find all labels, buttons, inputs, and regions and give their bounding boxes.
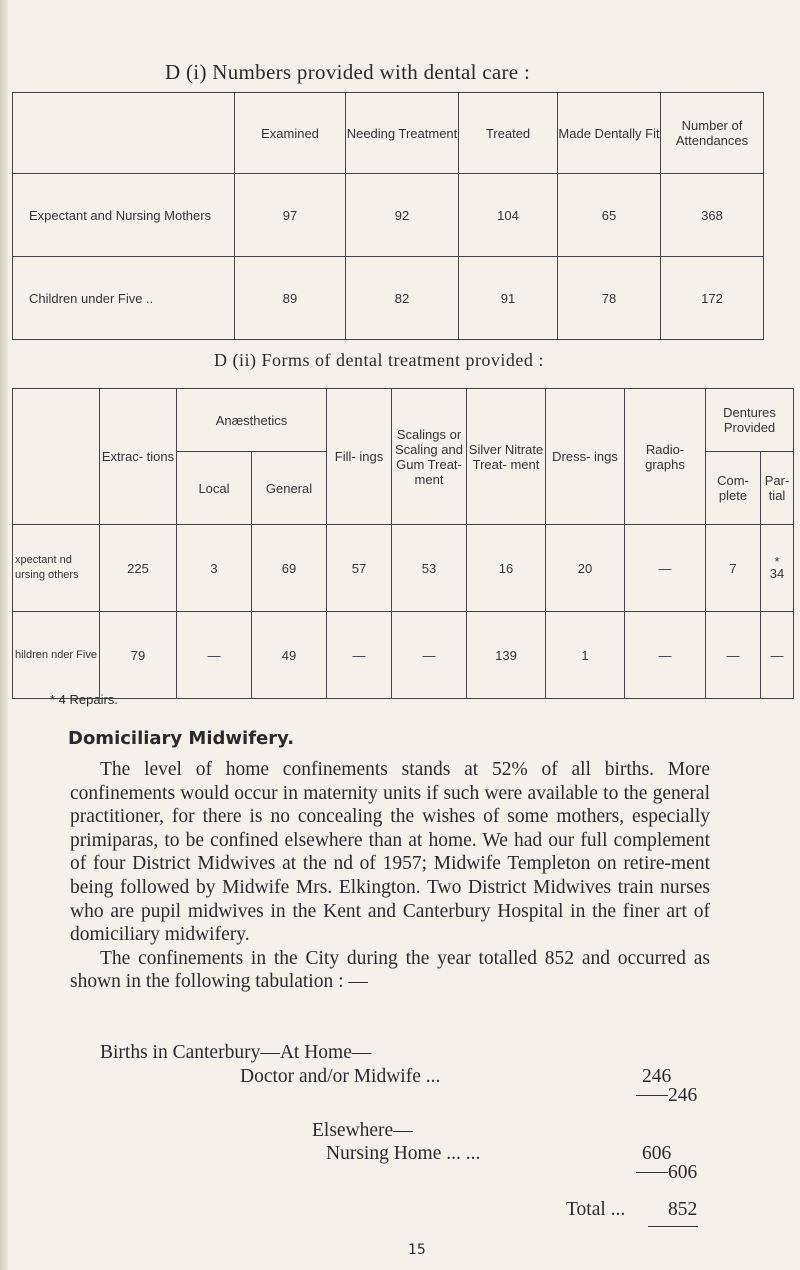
table-header-cell: Made Dentally Fit bbox=[558, 93, 661, 174]
table-cell: 97 bbox=[235, 174, 346, 257]
table-cell: 78 bbox=[558, 257, 661, 340]
dental-treatment-forms-table bbox=[12, 388, 794, 699]
table-row bbox=[13, 257, 764, 340]
table-cell: 92 bbox=[346, 174, 459, 257]
section-heading: Domiciliary Midwifery. bbox=[68, 728, 295, 749]
table-cell: — bbox=[625, 525, 706, 612]
doctor-total: 246 bbox=[668, 1085, 698, 1106]
table-header-row bbox=[13, 93, 764, 174]
table-header-cell bbox=[13, 93, 235, 174]
paragraph: The confinements in the City during the year totalled 852 and occurred as shown in the following tabulation : — bbox=[70, 947, 710, 993]
table-cell: 7 bbox=[706, 525, 761, 612]
table-cell: 79 bbox=[100, 612, 177, 699]
table-header-cell: Scalings or Scaling and Gum Treat- ment bbox=[392, 389, 467, 525]
table-header-cell: Anæsthetics bbox=[177, 389, 327, 452]
table-header-cell bbox=[13, 389, 100, 525]
table-footnote: * 4 Repairs. bbox=[50, 692, 118, 707]
table-header-cell: Number of Attendances bbox=[661, 93, 764, 174]
table-cell: 69 bbox=[252, 525, 327, 612]
table2-title: D (ii) Forms of dental treatment provided : bbox=[214, 350, 544, 370]
table-cell: — bbox=[761, 612, 794, 699]
table-cell: 65 bbox=[558, 174, 661, 257]
table-cell: 82 bbox=[346, 257, 459, 340]
table-header-cell: Local bbox=[177, 452, 252, 525]
table-cell: 104 bbox=[459, 174, 558, 257]
table-row bbox=[13, 174, 764, 257]
table-cell: 89 bbox=[235, 257, 346, 340]
births-label: Births in Canterbury—At Home— bbox=[100, 1042, 372, 1063]
nursing-home-total: 606 bbox=[668, 1162, 698, 1183]
table-cell: — bbox=[392, 612, 467, 699]
table-header-cell: Fill- ings bbox=[327, 389, 392, 525]
row-label: hildren nder Five bbox=[13, 612, 100, 699]
nursing-home-label: Nursing Home ... ... bbox=[326, 1143, 481, 1164]
nursing-home-value: 606 bbox=[642, 1143, 672, 1164]
table-header-cell: Radio- graphs bbox=[625, 389, 706, 525]
table-header-cell: Examined bbox=[235, 93, 346, 174]
table-cell: 3 bbox=[177, 525, 252, 612]
table-cell: — bbox=[327, 612, 392, 699]
table-cell: — bbox=[177, 612, 252, 699]
table-cell: 57 bbox=[327, 525, 392, 612]
table-header-cell: Dress- ings bbox=[546, 389, 625, 525]
table-header-row bbox=[13, 389, 794, 452]
table-cell: — bbox=[625, 612, 706, 699]
page-spine-shadow bbox=[0, 0, 8, 1270]
section-body bbox=[70, 758, 710, 994]
paragraph: The level of home confinements stands at 52% of all births. More confinements would occur in maternity units if such were available to the general practitioner, for there is no concealing the wishes of some mothers, especially primiparas, to be confined elsewhere than at home. We had our full complement of four District Midwives at the nd of 1957; Midwife Templeton on retire-ment being followed by Midwife Mrs. Elkington. Two District Midwives train nurses who are pupil midwives in the Kent and Canterbury Hospital in the finer art of domiciliary midwifery. bbox=[70, 759, 710, 946]
dash-rule bbox=[636, 1095, 668, 1096]
table-header-cell: Treated bbox=[459, 93, 558, 174]
table-cell: 368 bbox=[661, 174, 764, 257]
table-header-cell: Extrac- tions bbox=[100, 389, 177, 525]
table-row bbox=[13, 525, 794, 612]
dental-care-numbers-table bbox=[12, 92, 764, 340]
page-number: 15 bbox=[408, 1242, 426, 1258]
total-rule bbox=[648, 1226, 698, 1227]
dash-rule bbox=[636, 1172, 668, 1173]
table1-title: D (i) Numbers provided with dental care : bbox=[165, 60, 531, 84]
table-cell: 49 bbox=[252, 612, 327, 699]
table-cell: 91 bbox=[459, 257, 558, 340]
elsewhere-label: Elsewhere— bbox=[312, 1120, 413, 1141]
table-cell: 20 bbox=[546, 525, 625, 612]
row-label: Expectant and Nursing Mothers bbox=[13, 174, 235, 257]
table-cell: 1 bbox=[546, 612, 625, 699]
table-header-cell: General bbox=[252, 452, 327, 525]
table-cell: 53 bbox=[392, 525, 467, 612]
row-label: xpectant nd ursing others bbox=[13, 525, 100, 612]
table-header-cell: Par- tial bbox=[761, 452, 794, 525]
doctor-label: Doctor and/or Midwife ... bbox=[240, 1066, 441, 1087]
doctor-value: 246 bbox=[642, 1066, 672, 1087]
row-label: Children under Five .. bbox=[13, 257, 235, 340]
total-value: 852 bbox=[668, 1199, 698, 1220]
table-cell: 225 bbox=[100, 525, 177, 612]
table-cell: 16 bbox=[467, 525, 546, 612]
table-header-cell: Silver Nitrate Treat- ment bbox=[467, 389, 546, 525]
table-cell-partial bbox=[761, 525, 794, 612]
table-cell: 34 bbox=[769, 566, 785, 581]
table-cell: 172 bbox=[661, 257, 764, 340]
footnote-mark: * bbox=[774, 554, 780, 569]
table-cell: 139 bbox=[467, 612, 546, 699]
table-row bbox=[13, 612, 794, 699]
table-header-cell: Dentures Provided bbox=[706, 389, 794, 452]
table-header-cell: Com- plete bbox=[706, 452, 761, 525]
table-header-cell: Needing Treatment bbox=[346, 93, 459, 174]
total-label: Total ... bbox=[566, 1199, 626, 1220]
table-cell: — bbox=[706, 612, 761, 699]
